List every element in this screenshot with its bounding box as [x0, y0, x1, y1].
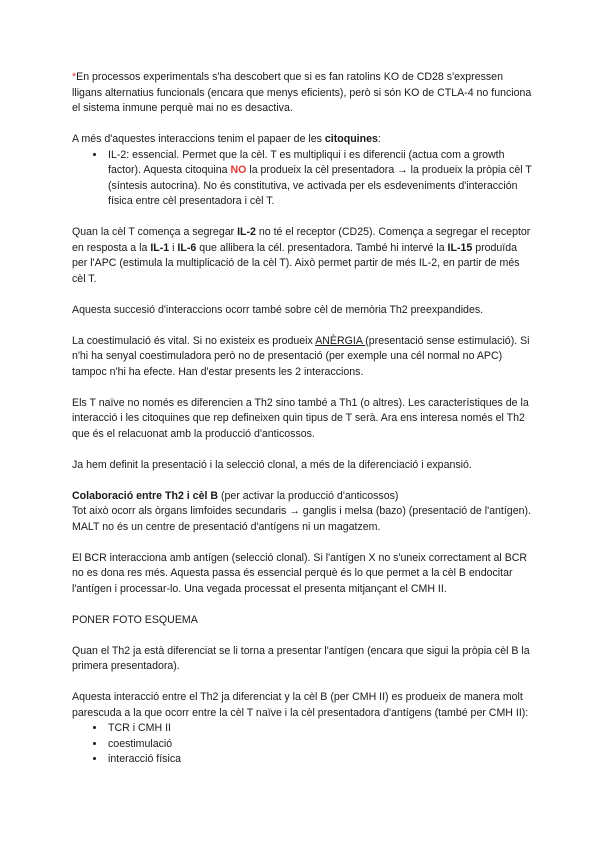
il2-text-b: la produeix la cèl presentadora → la produeix la pròpia cèl T (síntesis autocrina). No és constitutiva, ve activada per els esdeveniments d'interacción física entre cèl presentadora i cèl T.: [108, 164, 532, 207]
p5-a: La coestimulació és vital. Si no existeix es produeix: [72, 334, 316, 347]
paragraph-interaccio: Aquesta interacció entre el Th2 ja diferenciat y la cèl B (per CMH II) es produeix de manera molt parescuda a la que ocorr entre la cèl T naïve i la cèl presentadora d'antígens (també per CMH II):: [72, 691, 529, 719]
paragraph-naive: Els T naïve no només es diferencien a Th2 sino també a Th1 (o altres). Les característiques de la interacció i les citoquines que rep defineixen quin tipus de T serà. Ara ens interesa només el Th2 que és el relacuonat amb la producció d'anticossos.: [72, 396, 529, 440]
paragraph-citoquines-intro: [72, 132, 532, 148]
no-emphasis: NO: [230, 164, 247, 176]
paragraph-colaboracio: [72, 489, 532, 536]
il2-text-a: IL-2: essencial. Permet que la cèl. T es multipliqui i es diferencii (actua com a growth factor). Aquesta citoquina: [108, 148, 505, 176]
list-item: • coestimulació: [106, 737, 532, 753]
il15-bold: IL-15: [447, 241, 473, 254]
il6-bold: IL-6: [177, 241, 197, 254]
paragraph-cd28: [72, 70, 532, 117]
colaboracio-text: Tot això ocorr als òrgans limfoides secundaris → ganglis i melsa (bazo) (presentació de l'antígen). MALT no és un centre de presentació d'antígens ni un magatzem.: [72, 505, 531, 533]
document-body: [72, 70, 532, 768]
colaboracio-title: Colaboració entre Th2 i cèl B: [72, 489, 218, 502]
paragraph-presentacio: Ja hem definit la presentació i la selecció clonal, a més de la diferenciació i expansió.: [72, 458, 472, 471]
citoquines-bold: citoquines: [324, 133, 378, 145]
list-item-il2: [106, 148, 532, 210]
paragraph-foto: PONER FOTO ESQUEMA: [72, 613, 198, 626]
paragraph-cd28-text: En processos experimentals s'ha descobert que si es fan ratolins KO de CD28 s'expressen lligans alternatius funcionals (encara que menys eficients), però si són KO de CTLA-4 no funciona el sistema inmune perquè mai no es desactiva.: [72, 71, 532, 114]
paragraph-memoria: Aquesta succesió d'interaccions ocorr també sobre cèl de memòria Th2 preexpandides.: [72, 303, 484, 316]
asterisk-marker: *: [72, 71, 77, 83]
p3-a: Quan la cèl T comença a segregar: [72, 226, 238, 238]
p3-d: que allibera la cél. presentadora. També hi intervé la: [196, 241, 448, 254]
p3-c: i: [169, 241, 178, 254]
list-item: • interacció física: [106, 752, 532, 768]
citoquines-intro-text: A més d'aquestes interaccions tenim el papaer de les: [72, 133, 325, 145]
citoquines-list: [72, 148, 532, 210]
p3-e: produïda per l'APC (estimula la multiplicació de la cèl T). Això permet partir de més IL-2, en partir de més cèl T.: [72, 241, 520, 285]
list-item: • TCR i CMH II: [106, 721, 532, 737]
paragraph-coestimulacio: [72, 334, 532, 381]
p5-b: (presentació sense estimulació). Si n'hi ha senyal coestimuladora però no de presentació (per exemple una cél normal no APC) tampoc n'hi ha efecte. Han d'estar presents les 2 interaccions.: [72, 334, 530, 378]
il1-bold: IL-1: [150, 241, 170, 254]
paragraph-il2-receptor: [72, 225, 532, 287]
colaboracio-subtitle: (per activar la producció d'anticossos): [218, 489, 399, 502]
paragraph-th2-diferenciat: Quan el Th2 ja està diferenciat se li torna a presentar l'antígen (encara que sigui la pròpia cèl B la primera presentadora).: [72, 644, 530, 672]
il2-bold: IL-2: [237, 226, 256, 238]
citoquines-colon: :: [377, 133, 381, 145]
anergia-link[interactable]: ANÈRGIA: [315, 334, 366, 347]
p3-b: no té el receptor (CD25). Comença a segregar el receptor en resposta a la: [72, 226, 531, 254]
interaccio-list: [72, 721, 532, 768]
paragraph-bcr: El BCR interacciona amb antígen (selecció clonal). Si l'antígen X no s'uneix correctament al BCR no es dona res més. Aquesta passa és essencial perquè és lo que permet a la cèl B endocitar l'antígen i processar-lo. Una vegada processat el presenta mitjançant el CMH II.: [72, 551, 528, 595]
